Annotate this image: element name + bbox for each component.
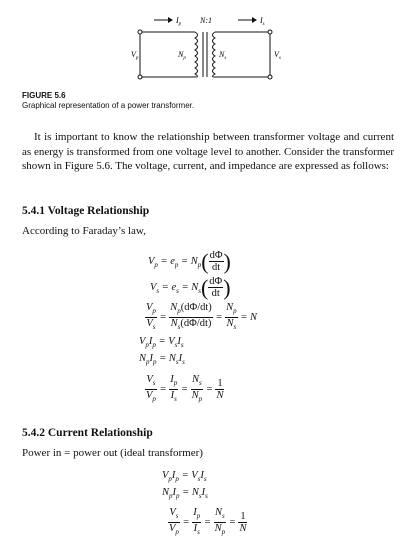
- equation-ampere-turns-2: $N_pI_p = N_sI_s$: [162, 487, 208, 501]
- is-label: $I_s$: [260, 16, 265, 27]
- transformer-figure: [130, 10, 280, 96]
- ip-label: $I_p$: [176, 16, 182, 27]
- section-heading-current: 5.4.2 Current Relationship: [22, 427, 153, 439]
- body-paragraph: It is important to know the relationship between transformer voltage and current as energy is transformed from one voltage level to another. Consider the transformer shown in Figure 5.6. The voltage, current, and impedance are expressed as follows:: [22, 131, 394, 172]
- equation-vp: $V_p = e_p = N_p$( $\frac{d\Phi}{dt}$ ): [148, 248, 231, 274]
- figure-label: FIGURE 5.6: [22, 91, 66, 100]
- vs-label: $V_s$: [274, 50, 281, 61]
- equation-power: $V_pI_p = V_sI_s$: [139, 336, 184, 350]
- equation-ratio: $\frac{V_p}{V_s}$ = $\frac{N_p(d\Phi/dt)}{N_s(d\Phi/dt)}$ = $\frac{N_p}{N_s}$ = N: [146, 302, 257, 332]
- equation-current-ratio-2: $\frac{V_s}{V_p}$ = $\frac{I_p}{I_s}$ = $\frac{N_s}{N_p}$ = $\frac{1}{N}$: [169, 507, 247, 537]
- np-label: $N_p$: [178, 50, 186, 61]
- vp-label: $V_p$: [131, 50, 139, 61]
- equation-vs: $V_s = e_s = N_s$( $\frac{d\Phi}{dt}$ ): [150, 274, 231, 300]
- power-intro: Power in = power out (ideal transformer): [22, 447, 203, 459]
- faraday-intro: According to Faraday’s law,: [22, 225, 146, 237]
- ratio-label: N:1: [200, 16, 212, 25]
- ns-label: $N_s$: [219, 50, 227, 61]
- equation-ampere-turns: $N_pI_p = N_sI_s$: [139, 353, 185, 367]
- figure-caption: Graphical representation of a power transformer.: [22, 101, 195, 110]
- equation-power-2: $V_pI_p = V_sI_s$: [162, 470, 207, 484]
- section-heading-voltage: 5.4.1 Voltage Relationship: [22, 205, 150, 217]
- equation-current-ratio: $\frac{V_s}{V_p}$ = $\frac{I_p}{I_s}$ = $\frac{N_s}{N_p}$ = $\frac{1}{N}$: [146, 374, 224, 404]
